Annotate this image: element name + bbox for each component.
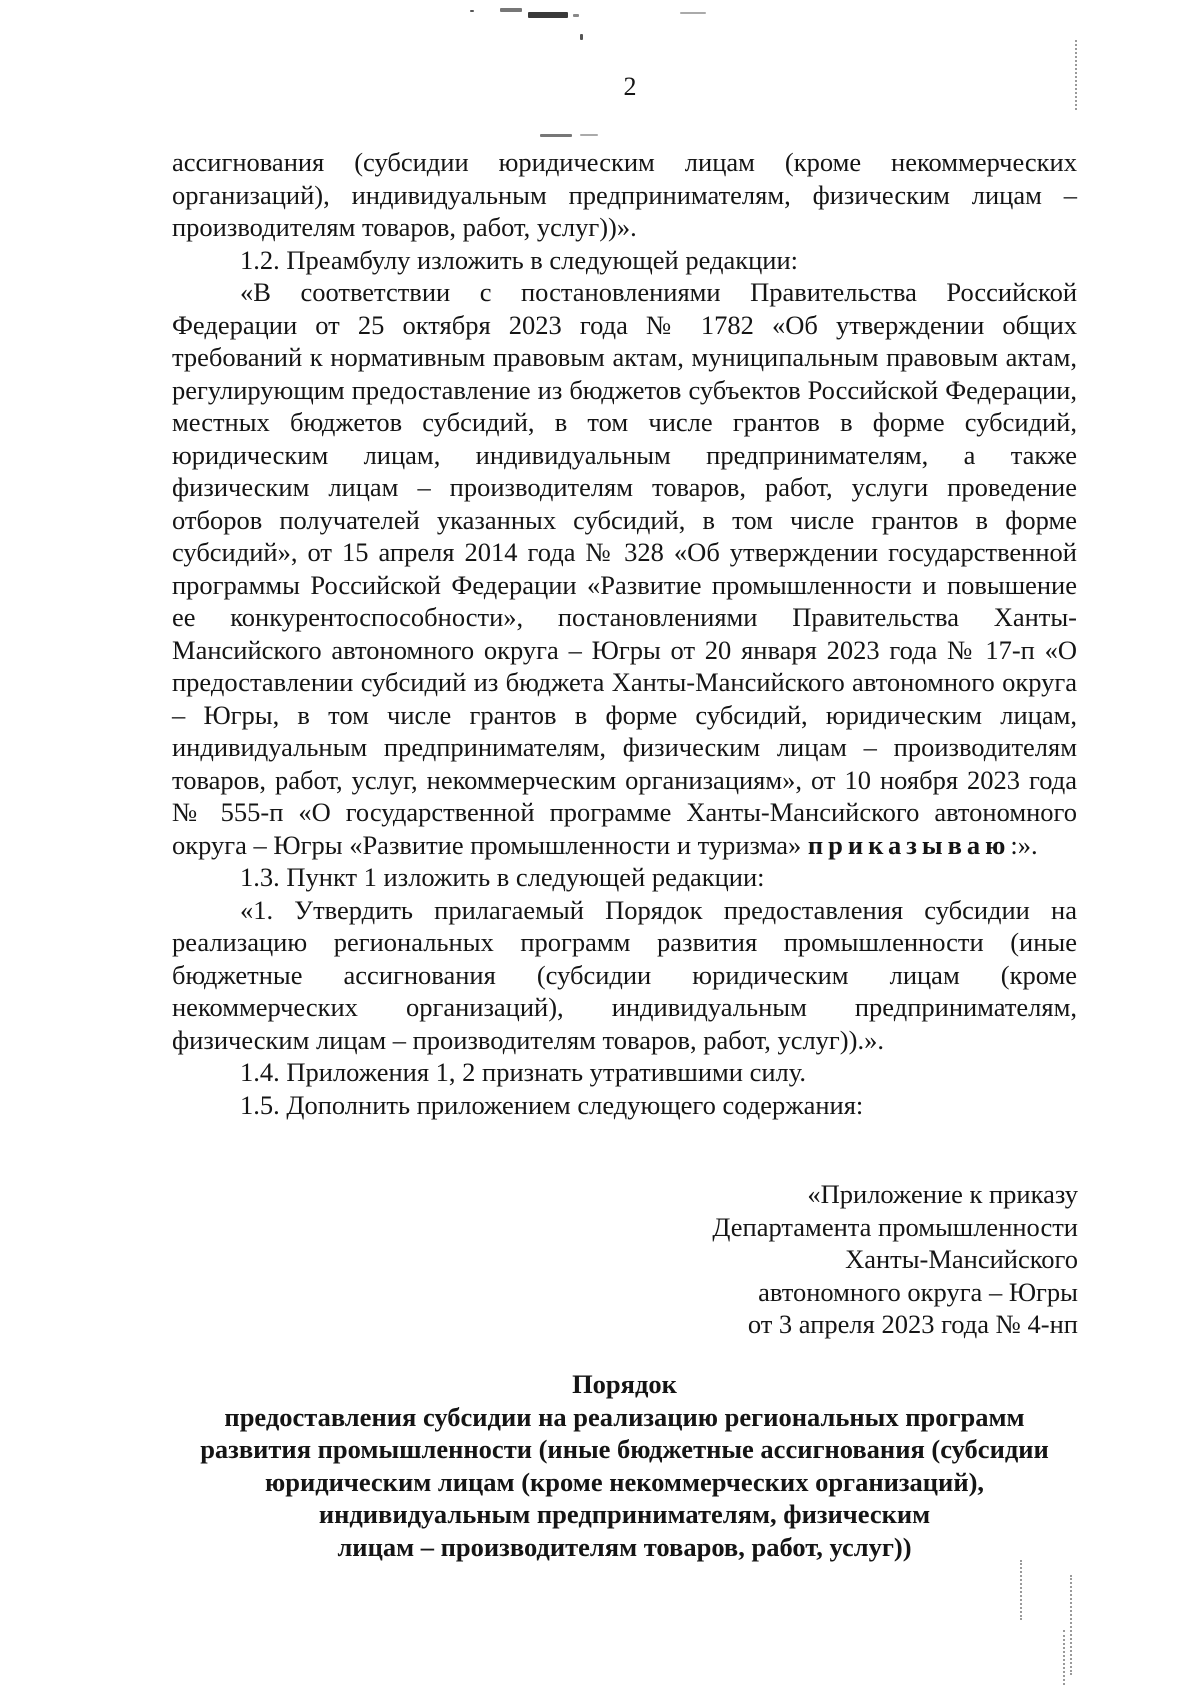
order-subtitle-line: юридическим лицам (кроме некоммерческих организаций), <box>264 1466 985 1497</box>
scan-artifact <box>1063 1630 1067 1685</box>
paragraph-point-1: «1. Утвердить прилагаемый Порядок предоставления субсидии на реализацию региональных программ развития промышленности (иные бюджетные ассигнования (субсидии юридическим лицам (кроме некоммерческих организаций), индивидуальным предпринимателям, физическим лицам – производителям товаров, работ, услуг)).». <box>172 894 1077 1055</box>
appendix-note-line: «Приложение к приказу <box>807 1179 1078 1209</box>
paragraph-item-1-3: 1.3. Пункт 1 изложить в следующей редакции: <box>240 862 765 892</box>
scan-artifact <box>470 10 474 12</box>
appendix-note <box>712 1178 1078 1341</box>
paragraph-item-1-2: 1.2. Преамбулу изложить в следующей редакции: <box>240 244 799 275</box>
paragraph-preamble <box>172 276 1077 861</box>
scan-artifact <box>680 12 706 14</box>
appendix-note-line: Ханты-Мансийского <box>845 1244 1078 1274</box>
scan-artifact <box>1070 1575 1074 1675</box>
paragraph-continuation: ассигнования (субсидии юридическим лицам (кроме некоммерческих организаций), индивидуальным предпринимателям, физическим лицам – производителям товаров, работ, услуг))». <box>172 147 1077 242</box>
preamble-ending: :». <box>1010 829 1038 860</box>
preamble-keyword: приказываю <box>807 829 1011 860</box>
order-subtitle-line: лицам – производителям товаров, работ, услуг)) <box>337 1531 912 1562</box>
paragraph-item-1-5: 1.5. Дополнить приложением следующего содержания: <box>240 1089 864 1120</box>
scan-artifact <box>580 134 598 136</box>
scan-artifact <box>1020 1560 1024 1620</box>
scan-artifact <box>500 8 522 12</box>
order-title: Порядок <box>572 1369 677 1399</box>
page-number: 2 <box>623 72 637 101</box>
paragraph-item-1-4: 1.4. Приложения 1, 2 признать утратившими силу. <box>240 1057 806 1087</box>
appendix-note-line: автономного округа – Югры <box>758 1276 1078 1307</box>
order-subtitle-line: предоставления субсидии на реализацию региональных программ <box>224 1401 1025 1432</box>
scan-artifact <box>528 12 568 18</box>
scan-artifact <box>580 34 583 40</box>
order-subtitle-line: развития промышленности (иные бюджетные ассигнования (субсидии <box>200 1434 1049 1464</box>
order-title-block <box>172 1368 1077 1563</box>
scan-artifact <box>540 134 572 137</box>
appendix-note-line: от 3 апреля 2023 года № 4-нп <box>747 1309 1078 1339</box>
appendix-note-line: Департамента промышленности <box>712 1211 1078 1242</box>
scan-artifact <box>573 14 579 17</box>
preamble-text: «В соответствии с постановлениями Правительства Российской Федерации от 25 октября 2023 года № 1782 «Об утверждении общих требований к нормативным правовым актам, муниципальным правовым актам, регулирующим предоставление из бюджетов субъектов Российской Федерации, местных бюджетов субсидий, в том числе грантов в форме субсидий, юридическим лицам, индивидуальным предпринимателям, а также физическим лицам – производителям товаров, работ, услуги проведение отборов получателей указанных субсидий, в том числе грантов в форме субсидий», от 15 апреля 2014 года № 328 «Об утверждении государственной программы Российской Федерации «Развитие промышленности и повышение ее конкурентоспособности», постановлениями Правительства Ханты-Мансийского автономного округа – Югры от 20 января 2023 года № 17-п «О предоставлении субсидий из бюджета Ханты-Мансийского автономного округа – Югры, в том числе грантов в форме субсидий, юридическим лицам, индивидуальным предпринимателям, физическим лицам – производителям товаров, работ, услуг, некоммерческим организациям», от 10 ноября 2023 года № 555-п «О государственной программе Ханты-Мансийского автономного округа – Югры «Развитие промышленности и туризма» <box>172 277 1077 860</box>
document-body <box>172 146 1077 1121</box>
order-subtitle-line: индивидуальным предпринимателям, физическим <box>318 1499 931 1529</box>
